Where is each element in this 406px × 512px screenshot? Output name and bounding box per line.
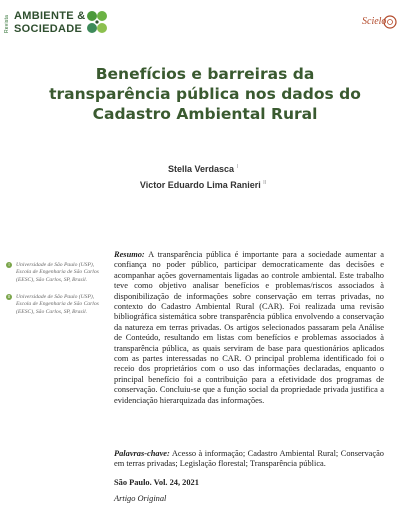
author-2-name: Victor Eduardo Lima Ranieri (139, 180, 261, 190)
author-1 (0, 160, 406, 176)
abstract (114, 250, 384, 406)
affiliation-2-text: Universidade de São Paulo (USP), Escola de Engenharia de São Carlos (EESC), São Carlos, SP, Brasil. (16, 294, 99, 315)
journal-logo (4, 8, 104, 38)
author-2 (0, 176, 406, 192)
keywords (114, 449, 384, 470)
affiliation-1 (6, 262, 106, 284)
affiliation-2 (6, 294, 106, 316)
journal-name-line1: AMBIENTE & (14, 10, 86, 22)
affiliation-1-text: Universidade de São Paulo (USP), Escola de Engenharia de São Carlos (EESC), São Carlos, SP, Brasil. (16, 262, 99, 283)
author-list (0, 160, 406, 192)
article-title: Benefícios e barreiras da transparência pública nos dados do Cadastro Ambiental Rural (49, 65, 361, 123)
article-type: Artigo Original (114, 494, 167, 503)
scielo-label: Scielo (362, 16, 387, 27)
affiliation-2-marker: II (7, 294, 11, 299)
leaf-icon (84, 8, 110, 38)
abstract-label: Resumo: (114, 250, 145, 259)
scielo-logo (360, 10, 398, 34)
keywords-label: Palavras-chave: (114, 449, 170, 458)
keywords-text: Acesso à informação; Cadastro Ambiental Rural; Conservação em terras privadas; Legislação florestal; Transparência pública. (114, 449, 384, 469)
author-2-sup: II (263, 180, 267, 186)
author-1-name: Stella Verdasca (168, 164, 235, 174)
author-1-sup: I (236, 164, 238, 170)
volume-info: São Paulo. Vol. 24, 2021 (114, 478, 199, 487)
affiliation-1-marker: I (6, 262, 12, 268)
abstract-text: A transparência pública é importante para a sociedade aumentar a confiança no poder público, participar democraticamente das decisões e acompanhar ações governamentais ligadas ao controle ambiental. Este trabalho teve como objetivo analisar benefícios e problemas/riscos associados à disponibilização de informações sobre conservação em terras privadas, no contexto do Cadastro Ambiental Rural (CAR). Foi realizada uma revisão bibliográfica sistemática sobre transparência pública envolvendo a conservação da natureza em terras privadas. Os artigos selecionados passaram pela Análise de Conteúdo, resultando em listas com benefícios e problemas associados à transparência pública, as quais serviram de base para questionários aplicados com as partes interessadas no CAR. O principal problema identificado foi o receio dos proprietários com o uso das informações declaradas, enquanto o principal benefício foi a contribuição para a efetividade dos programas de conservação. Concluiu-se que a função social da propriedade privada justifica a evidenciação hierarquizada das informações. (114, 250, 384, 405)
journal-name-line2: SOCIEDADE (14, 23, 83, 35)
journal-vertical-label: Revista (4, 14, 10, 34)
